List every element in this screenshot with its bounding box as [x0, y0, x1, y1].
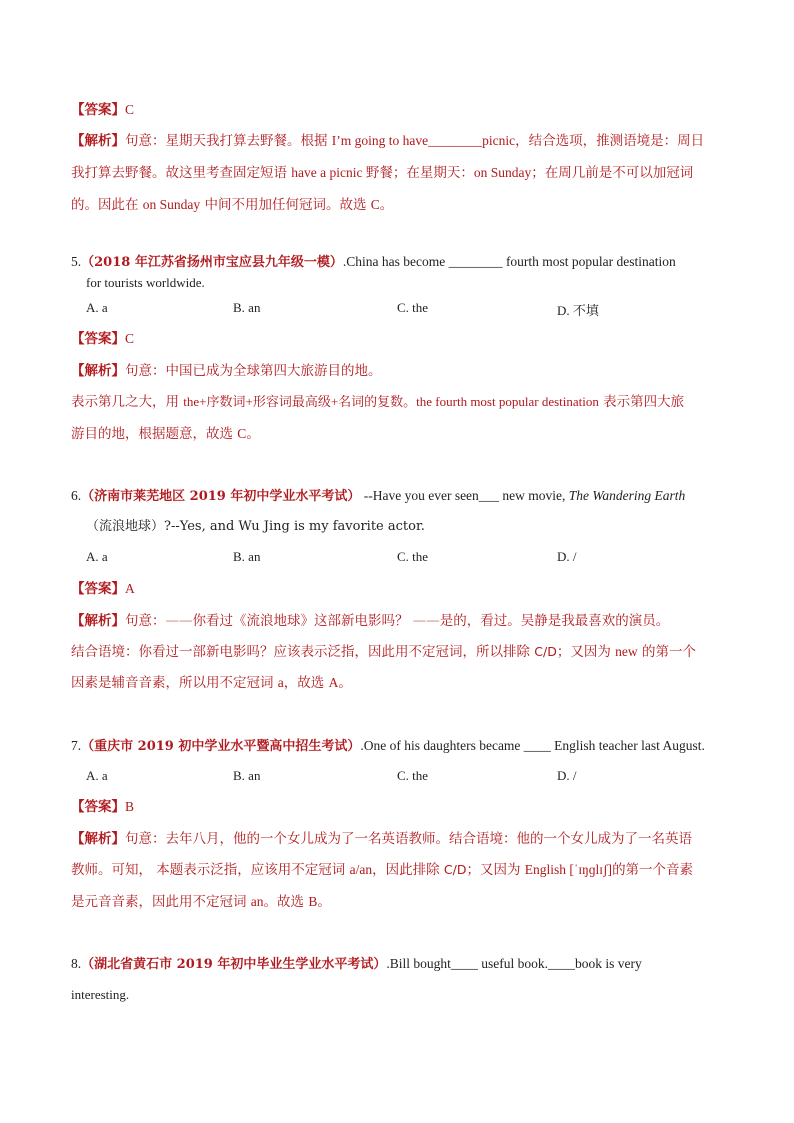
- q7-answer: [71, 798, 134, 816]
- analysis-tag: 【解析】: [71, 133, 125, 149]
- q8-stem-line-2: interesting.: [71, 987, 130, 1002]
- q6-answer: [71, 580, 135, 598]
- analysis-text: B: [308, 894, 318, 909]
- answer-tag: 【答案】: [71, 799, 125, 815]
- analysis-text: 我打算去野餐。故这里考查固定短语: [71, 165, 292, 181]
- analysis-text: 句意：: [125, 613, 166, 629]
- analysis-text: ——: [412, 613, 440, 629]
- q5-stem-line-2: for tourists worldwide.: [86, 275, 205, 290]
- option-c: C. the: [397, 768, 429, 783]
- q6-stem-line-1: [71, 487, 685, 506]
- q7-analysis-line-3: [71, 893, 331, 911]
- question-source: （重庆市 2019 初中学业水平暨高中招生考试）: [81, 739, 361, 754]
- q4-analysis-line-2: [71, 164, 693, 182]
- analysis-text: have a picnic 野餐: [291, 165, 393, 180]
- question-number: 6.: [71, 488, 82, 503]
- question-number: 7.: [71, 738, 82, 753]
- analysis-text: 。故选: [263, 894, 309, 910]
- q7-analysis-line-2: [71, 861, 693, 879]
- analysis-text: 。: [246, 426, 260, 442]
- option-d: D. 不填: [557, 303, 599, 318]
- analysis-text: 游目的地，根据题意，故选: [71, 426, 238, 442]
- analysis-text: 教师。可知， 本题表示泛指，应该用不定冠词: [71, 862, 350, 878]
- question-number: 5.: [71, 254, 82, 269]
- option-c: C. the: [397, 549, 429, 564]
- answer-tag: 【答案】: [71, 102, 125, 118]
- answer-tag: 【答案】: [71, 331, 125, 347]
- option-a: A. a: [86, 549, 108, 564]
- analysis-text: A: [328, 675, 339, 690]
- analysis-text: ，结合选项，推测语境是：周日: [515, 133, 705, 149]
- analysis-text: 句意：星期天我打算去野餐。根据: [125, 133, 332, 149]
- question-source: （济南市莱芜地区 2019 年初中学业水平考试）: [81, 489, 361, 504]
- analysis-text: 中间不用加任何冠词。故选: [200, 197, 371, 213]
- q4-analysis-line-1: [71, 132, 704, 150]
- analysis-text: an: [250, 894, 264, 909]
- option-d: D. /: [557, 549, 577, 564]
- analysis-text: ，因此排除: [372, 862, 444, 878]
- q5-answer: [71, 330, 134, 348]
- analysis-text: 因素是辅音音素，所以用不定冠词: [71, 675, 278, 691]
- option-d: D. /: [557, 768, 577, 783]
- analysis-text: ；又因为: [556, 644, 616, 660]
- q7-stem: [71, 737, 705, 756]
- analysis-text: 你看过《流浪地球》这部新电影吗？: [192, 613, 413, 629]
- analysis-text: 句意：中国已成为全球第四大旅游目的地。: [125, 363, 382, 379]
- answer-letter: B: [125, 799, 135, 814]
- analysis-text: 是元音音素，因此用不定冠词: [71, 894, 251, 910]
- question-number: 8.: [71, 956, 82, 971]
- analysis-text: the+序数词+形容词最高级+名词的复数。the fourth most popular destination: [183, 394, 599, 409]
- q8-stem-line-1: [71, 955, 642, 974]
- q5-analysis-line-1: [71, 362, 382, 380]
- analysis-tag: 【解析】: [71, 613, 125, 629]
- analysis-text: 。: [338, 675, 352, 691]
- q6-analysis-line-1: [71, 612, 669, 630]
- q6-analysis-line-3: [71, 674, 352, 692]
- q6-analysis-line-2: [71, 643, 696, 661]
- analysis-text: 的第一个音素: [612, 862, 694, 878]
- analysis-tag: 【解析】: [71, 831, 125, 847]
- analysis-text: C/D: [534, 644, 557, 659]
- option-b: B. an: [233, 768, 261, 783]
- analysis-tag: 【解析】: [71, 363, 125, 379]
- option-c: C. the: [397, 300, 429, 315]
- question-stem: .Bill bought____ useful book.____book is very: [386, 956, 642, 971]
- option-b: B. an: [233, 300, 261, 315]
- analysis-text: 的。因此在: [71, 197, 143, 213]
- q5-analysis-line-3: [71, 425, 260, 443]
- question-stem: .One of his daughters became ____ English teacher last August.: [360, 738, 705, 753]
- analysis-text: 的第一个: [637, 644, 696, 660]
- analysis-text: a: [277, 675, 284, 690]
- analysis-text: on Sunday: [142, 197, 201, 212]
- analysis-text: ；在星期天：: [392, 165, 474, 181]
- analysis-text: new: [615, 644, 638, 659]
- analysis-text: C: [370, 197, 380, 212]
- analysis-text: ；又因为: [466, 862, 525, 878]
- q4-answer: [71, 101, 134, 119]
- answer-tag: 【答案】: [71, 581, 125, 597]
- analysis-text: English [ˈɪŋɡlɪʃ]: [524, 862, 613, 877]
- analysis-text: ，故选: [283, 675, 329, 691]
- analysis-text: C/D: [443, 862, 467, 877]
- analysis-text: 表示第四大旅: [598, 394, 685, 410]
- analysis-text: I’m going to have________picnic: [331, 133, 516, 148]
- q4-analysis-line-3: [71, 196, 393, 214]
- analysis-text: 。: [379, 197, 394, 213]
- q7-analysis-line-1: [71, 830, 692, 848]
- answer-letter: A: [125, 581, 135, 596]
- analysis-text: a/an: [349, 862, 373, 877]
- analysis-text: on Sunday: [473, 165, 532, 180]
- q5-analysis-line-2: [71, 393, 684, 411]
- analysis-text: 结合语境：你看过一部新电影吗？应该表示泛指，因此用不定冠词，所以排除: [71, 644, 535, 660]
- analysis-text: 句意：去年八月，他的一个女儿成为了一名英语教师。结合语境：他的一个女儿成为了一名英语: [125, 831, 692, 847]
- analysis-text: 是的，看过。吴静是我最喜欢的演员。: [439, 613, 670, 629]
- question-source: （2018 年江苏省扬州市宝应县九年级一模）: [81, 255, 343, 270]
- question-stem: .China has become ________ fourth most popular destination: [342, 254, 676, 269]
- option-a: A. a: [86, 300, 108, 315]
- answer-letter: C: [125, 331, 135, 346]
- option-b: B. an: [233, 549, 261, 564]
- analysis-text: C: [237, 426, 247, 441]
- q6-stem-line-2: （流浪地球）?--Yes, and Wu Jing is my favorite actor.: [86, 519, 425, 534]
- analysis-text: 。: [317, 894, 331, 910]
- analysis-text: ——: [165, 613, 193, 629]
- answer-letter: C: [125, 102, 135, 117]
- option-a: A. a: [86, 768, 108, 783]
- analysis-text: ；在周几前是不可以加冠词: [531, 165, 694, 181]
- analysis-text: 表示第几之大，用: [71, 394, 184, 410]
- question-stem: --Have you ever seen___ new movie,: [360, 488, 569, 503]
- movie-title: The Wandering Earth: [568, 488, 686, 503]
- q5-stem-line-1: [71, 253, 676, 272]
- question-source: （湖北省黄石市 2019 年初中毕业生学业水平考试）: [81, 957, 387, 972]
